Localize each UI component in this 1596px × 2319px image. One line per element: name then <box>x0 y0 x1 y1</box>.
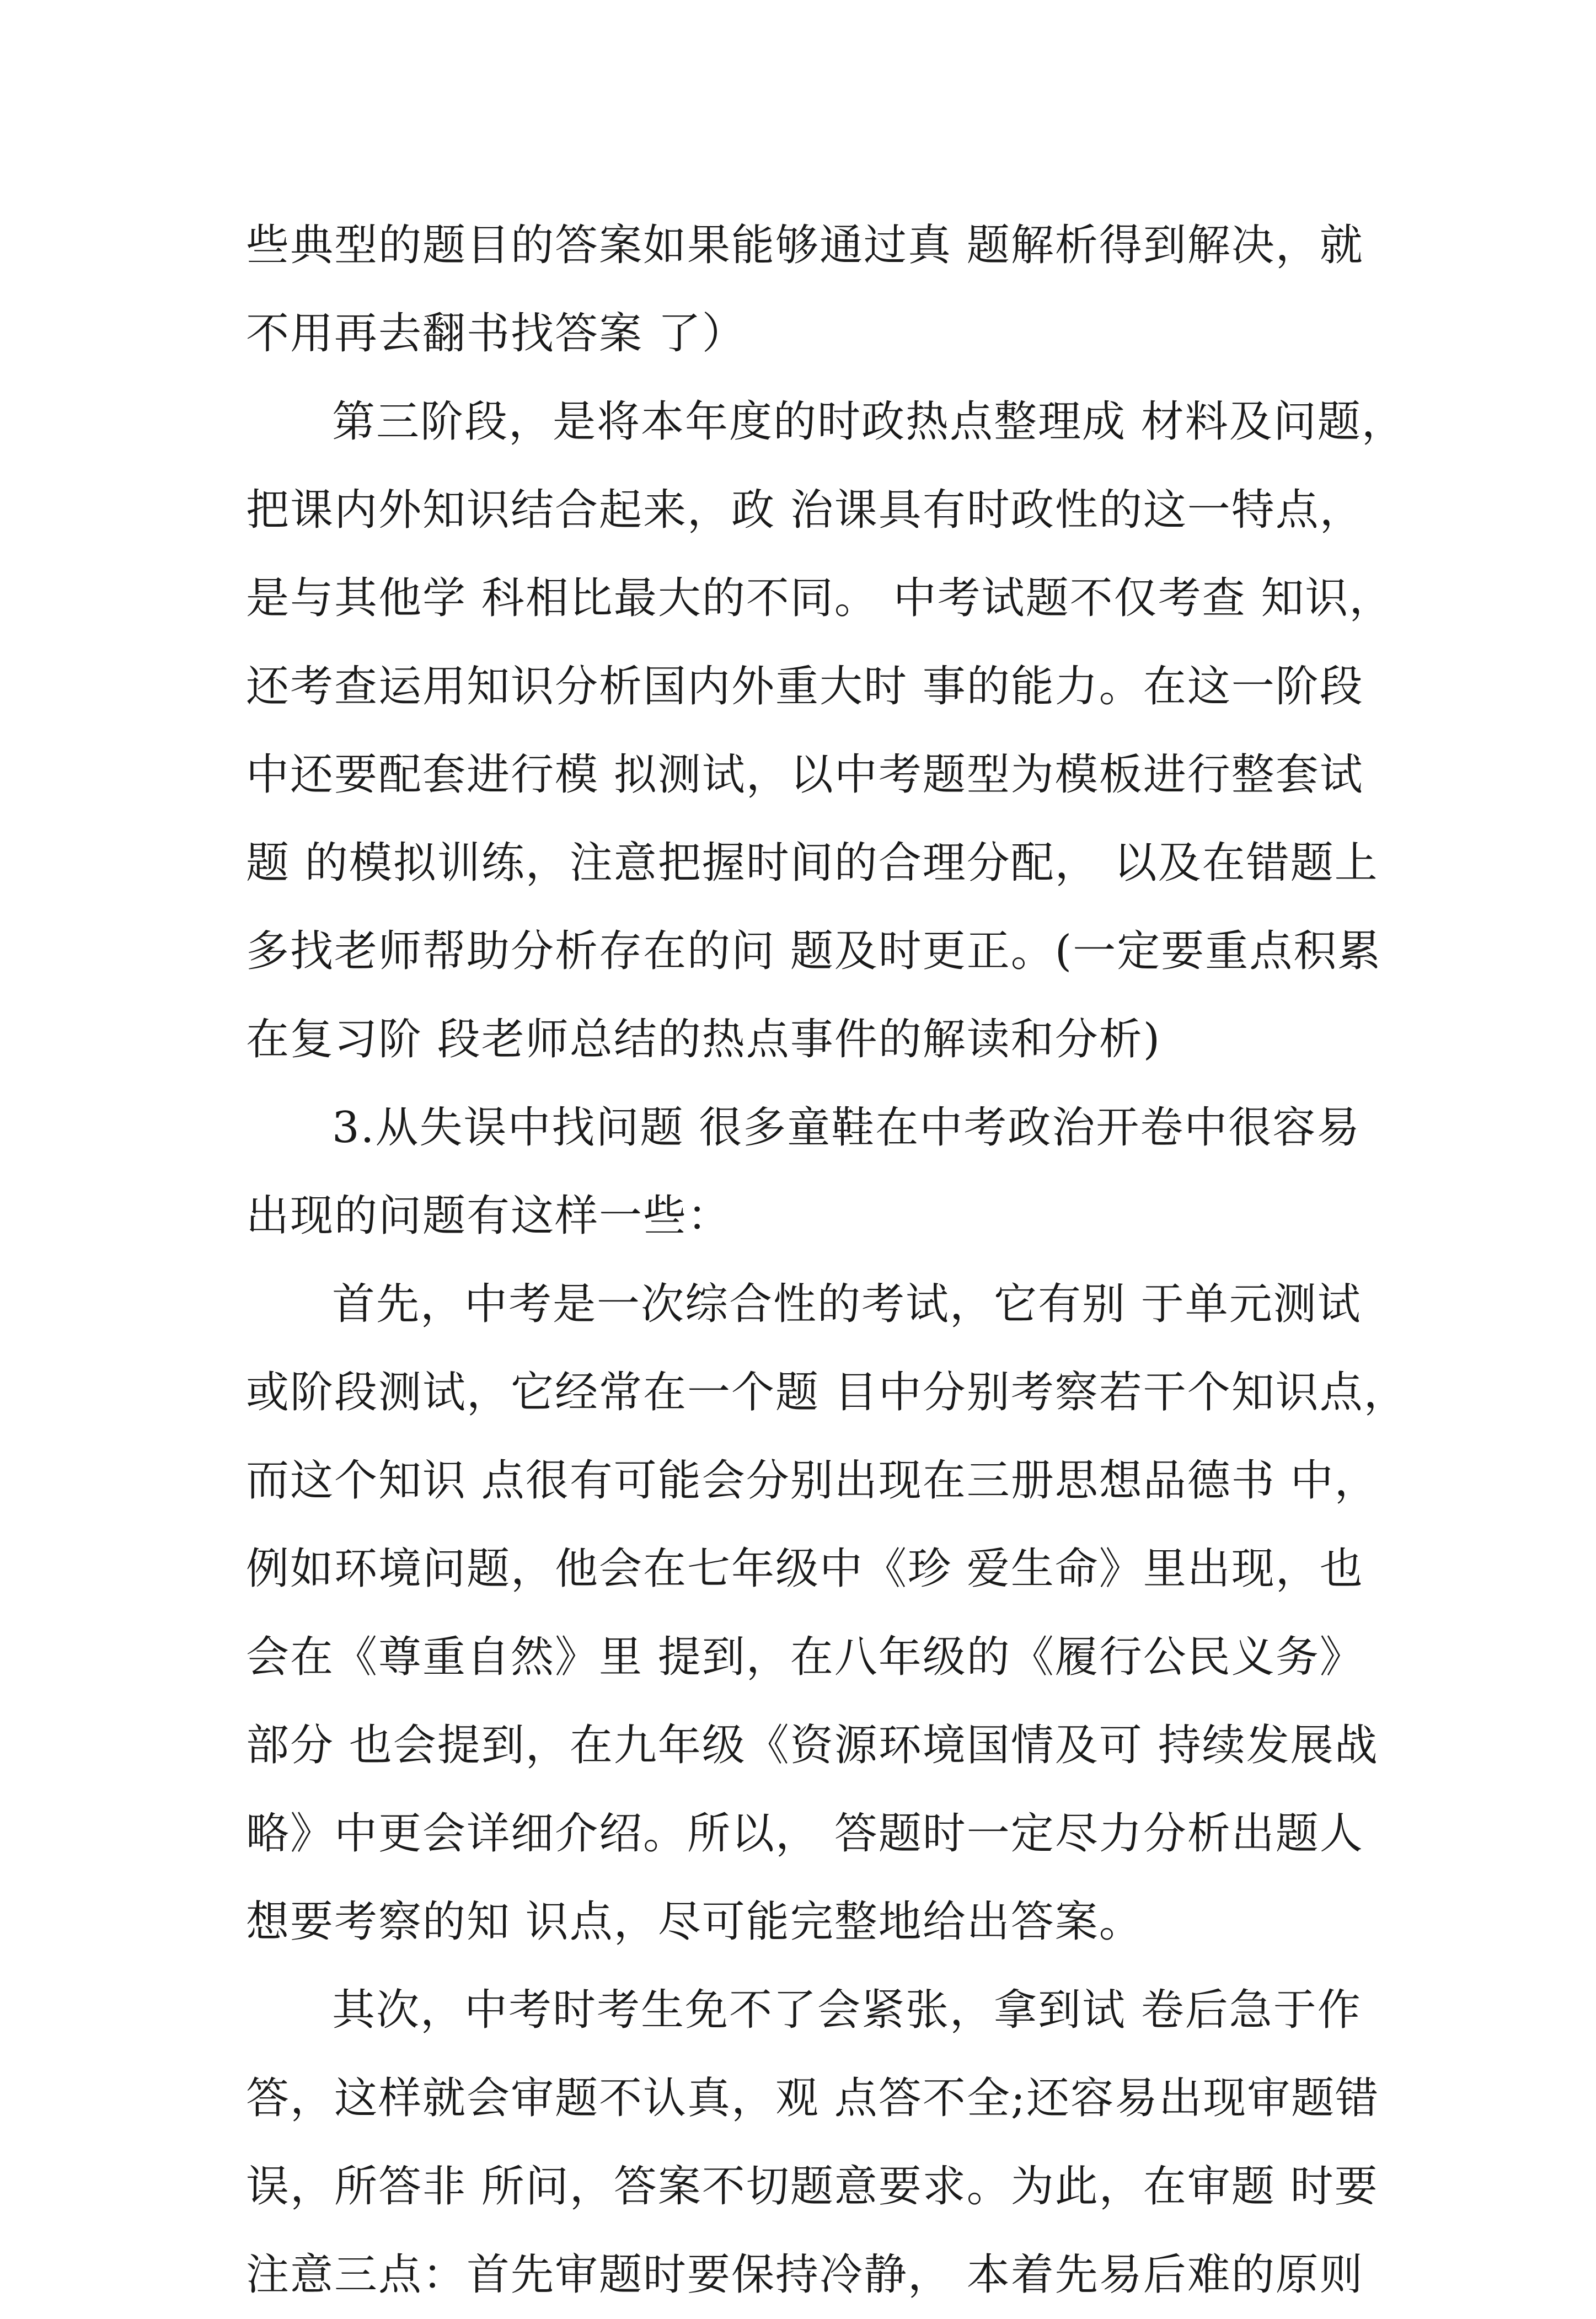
text-line: 想要考察的知 识点，尽可能完整地给出答案。 <box>246 1897 1143 1947</box>
paragraph-start-line: 首先，中考是一次综合性的考试，它有别 于单元测试 <box>332 1279 1362 1329</box>
text-line: 多找老师帮助分析存在的问 题及时更正。(一定要重点积累 <box>246 926 1382 976</box>
text-line: 出现的问题有这样一些： <box>246 1191 732 1241</box>
paragraph-start-line: 第三阶段，是将本年度的时政热点整理成 材料及问题， <box>332 397 1406 447</box>
paragraph-start-line: 其次，中考时考生免不了会紧张，拿到试 卷后急于作 <box>332 1985 1362 2035</box>
text-line: 不用再去翻书找答案 了） <box>246 309 746 358</box>
text-line: 注意三点：首先审题时要保持冷静， 本着先易后难的原则 <box>246 2250 1364 2300</box>
body-text <box>246 201 1408 2319</box>
text-line: 或阶段测试，它经常在一个题 目中分别考察若干个知识点， <box>246 1368 1408 1417</box>
text-line: 部分 也会提到，在九年级《资源环境国情及可 持续发展战 <box>246 1721 1379 1770</box>
text-line: 在复习阶 段老师总结的热点事件的解读和分析) <box>246 1015 1161 1064</box>
text-line: 是与其他学 科相比最大的不同。 中考试题不仅考查 知识， <box>246 574 1394 623</box>
text-line: 误，所答非 所问，答案不切题意要求。为此，在审题 时要 <box>246 2162 1379 2211</box>
text-line: 中还要配套进行模 拟测试，以中考题型为模板进行整套试 <box>246 750 1364 800</box>
text-line: 而这个知识 点很有可能会分别出现在三册思想品德书 中， <box>246 1456 1379 1506</box>
text-line: 例如环境问题，他会在七年级中《珍 爱生命》里出现，也 <box>246 1544 1364 1594</box>
text-line: 把课内外知识结合起来，政 治课具有时政性的这一特点， <box>246 485 1364 535</box>
text-line: 题 的模拟训练，注意把握时间的合理分配， 以及在错题上 <box>246 838 1379 888</box>
text-line: 些典型的题目的答案如果能够通过真 题解析得到解决，就 <box>246 221 1364 270</box>
text-line: 会在《尊重自然》里 提到，在八年级的《履行公民义务》 <box>246 1632 1364 1682</box>
section-heading-line: 3.从失误中找问题 很多童鞋在中考政治开卷中很容易 <box>332 1103 1361 1153</box>
text-line: 还考查运用知识分析国内外重大时 事的能力。在这一阶段 <box>246 662 1364 711</box>
text-line: 略》中更会详细介绍。所以， 答题时一定尽力分析出题人 <box>246 1809 1364 1859</box>
text-line: 答，这样就会审题不认真，观 点答不全;还容易出现审题错 <box>246 2074 1380 2123</box>
